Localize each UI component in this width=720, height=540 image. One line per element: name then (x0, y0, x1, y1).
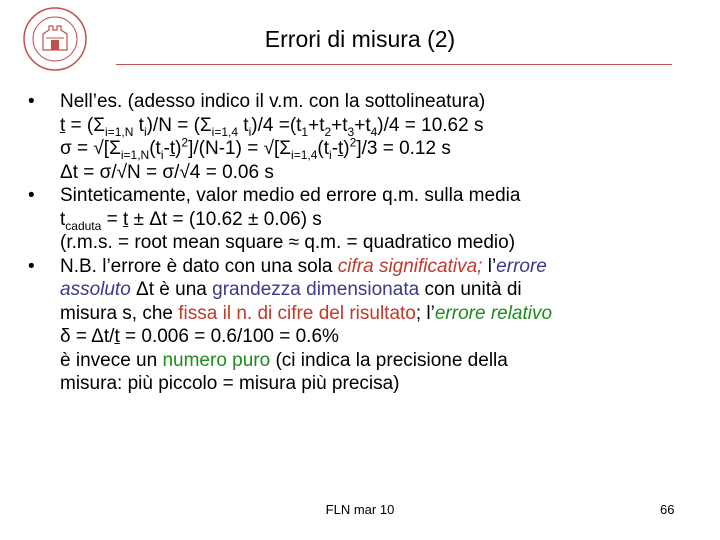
slide-title: Errori di misura (2) (264, 26, 456, 52)
bullet-2-text: Sinteticamente, valor medio ed errore q.m. sulla media (60, 185, 521, 206)
bullet-3-line-5: è invece un numero puro (ci indica la precisione della (60, 349, 508, 371)
result-formula-line: $t_{caduta} = t \pm \Delta t = (10.62 \pm 0.06)$ s (60, 208, 322, 233)
delta-t-formula-line: Δt = σ/√N = σ/√4 = 0.06 s (60, 161, 274, 183)
bullet-1 (28, 90, 708, 114)
slide-body (28, 90, 708, 396)
relative-error-formula-line: δ = Δt/t = 0.006 = 0.6/100 = 0.6% (60, 326, 339, 347)
bullet-3-line-6: misura: più piccolo = misura più precisa) (60, 373, 400, 394)
sigma-formula-line: $\sigma = √[\Sigma_{i=1,N}(t_i-t)^2]/(N-1) = √[\Sigma_{i=1,4}(t_i-t)^2]/3 = 0.12$ s (60, 135, 451, 162)
bullet-3-line-1: N.B. l’errore è dato con una sola cifra significativa; l’errore (60, 255, 547, 277)
bullet-marker: • (28, 91, 35, 112)
title-divider (116, 64, 672, 65)
mean-formula-line: $t = (\Sigma_{i=1,N}$ $t_i)/N = (\Sigma_{i=1,4}$ $t_i)/4 =(t_1+t_2+t_3+t_4)/4 = 10.62$ s (60, 114, 484, 139)
bullet-2 (28, 184, 708, 208)
bullet-3 (28, 255, 708, 279)
slide-footer: FLN mar 10 (325, 502, 395, 517)
bullet-3-line-2: assoluto Δt è una grandezza dimensionata con unità di (60, 279, 522, 300)
bullet-1-text: Nell’es. (adesso indico il v.m. con la sottolineatura) (60, 91, 486, 112)
bullet-marker: • (28, 255, 35, 277)
rms-note-line: (r.m.s. = root mean square ≈ q.m. = quadratico medio) (60, 232, 516, 253)
bullet-3-line-3: misura s, che fissa il n. di cifre del risultato; l’errore relativo (60, 302, 553, 324)
bullet-marker: • (28, 185, 35, 206)
page-number: 66 (660, 502, 675, 517)
